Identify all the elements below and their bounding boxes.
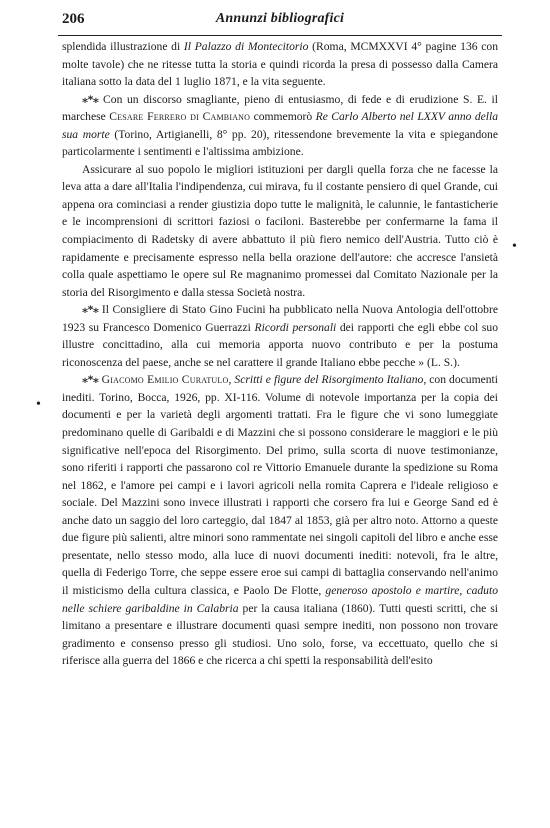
paragraph-carlo-alberto [62,91,498,161]
paragraph-text: per la causa italiana (1860). Tutti questi scritti, che si limitano a presentare e illustrare documenti quasi sempre inediti, non possono non trovare gradimento e consenso presso gli studiosi. Uno solo, forse, va eccettuato, quello che si riferisce alla guerra del 1866 e che ricerca a chi spetti la responsabilità dell'esito [62,601,498,668]
margin-mark: • [512,239,517,254]
paragraph-text: , [228,373,235,387]
header-rule [58,35,502,36]
asterism-mark: ⁎*⁎ [82,303,99,317]
page-number: 206 [62,11,85,27]
running-title: Annunzi bibliografici [215,11,345,26]
paragraph-curatulo [62,371,498,669]
author-name: Cesare Ferrero di Cambiano [109,110,251,124]
paragraph-text: , con documenti inediti. Torino, Bocca, 1926, pp. XI-116. Volume di notevole importanza per la copia dei documenti e per la varietà degli argomenti trattati. Fra le figure che vi sono lumeggiate predominano quelle di Garibaldi e di Mazzini che si possono considerare le maggiori e le più significative nell'epoca del Risorgimento. Del primo, sulla scorta di nuove testimonianze, sono riferiti i rapporti che passarono col re Vittorio Emanuele durante la spedizione su Roma nel 1862, e l'amore pei campi e i lavori agricoli nella romita Caprera e l'ideale religioso e sociale. Del Mazzini sono invece illustrati i rapporti che corsero fra lui e George Sand ed è anche dato un saggio del loro carteggio, dal 1847 al 1853, già per altro noto. Attorno a queste due figure più salienti, altre minori sono rammentate nei singoli capitoli del libro e anche esse presentate, nello stesso modo, alla luce di nuovi documenti inediti: notevoli, fra le altre, quella di Federigo Torre, che seppe essere eroe sui campi di battaglia conservando nell'animo il misticismo della cultura classica, e Paolo De Flotte, [62,373,498,597]
paragraph-palazzo-montecitorio [62,38,498,91]
paragraph-assicurare [62,161,498,301]
paragraph-text: Il Consigliere di Stato Gino Fucini ha pubblicato nella Nuova Antologia dell'ottobre 1923 su Francesco Domenico Guerrazzi [62,303,498,334]
quoted-phrase: generoso apostolo e martire, caduto nelle schiere garibaldine in Calabria [62,583,499,615]
paragraph-text: (Torino, Artigianelli, 8° pp. 20), ritessendone brevemente la vita e spiegandone particolarmente i sentimenti e l'altissima ambizione. [62,127,498,159]
asterism-mark: ⁎*⁎ [82,92,99,106]
paragraph-text: commemorò [250,110,316,124]
asterism-mark: ⁎*⁎ [82,373,99,387]
margin-mark: • [36,397,41,412]
book-title: Il Palazzo di Montecitorio [183,40,309,53]
paragraph-text: dei rapporti che egli ebbe col suo illustre concittadino, alla cui memoria apporta nuovo contributo e per la postuma riconoscenza del paese, anche se nel carattere il grande Italiano ebbe pecche » (L. S.). [62,320,498,369]
paragraph-text: Assicurare al suo popolo le migliori istituzioni per dargli quella forza che ne facesse la leva atta a dare all'Italia l'indipendenza, cui mirava, fu il costante pensiero di quel Grande, cui appena ora cominciasi a render giustizia dopo tutte le malignità, le calunnie, le fantasticherie e le incomprensioni di scrittori faziosi o faciloni. Basterebbe per confermarne la fama il compiacimento di Radetsky di avere abbattuto il più fiero nemico dell'Austria. Tutto ciò è rapidamente e precisamente espresso nella bella orazione dell'autore: che accresce l'ansietà colla quale aspettiamo le opere sul Re magnanimo promessei dal Comitato Nazionale per la storia del Risorgimento e dalla stessa Società nostra. [62,162,498,299]
page-header [62,10,498,32]
paragraph-text: (Roma, MCMXXVI 4° pagine 136 con molte tavole) che ne ritesse tutta la storia e quindi ricorda la presa di possesso dalla Camera italiana sotto la data del 1 luglio 1871, e la vita seguente. [62,40,499,89]
author-name: Giacomo Emilio Curatulo [98,373,229,387]
article-title: Ricordi personali [254,320,337,334]
paragraph-text: splendida illustrazione di [62,40,184,53]
book-title: Scritti e figure del Risorgimento Italiano [234,373,424,387]
page-body [62,38,498,670]
paragraph-text: Con un discorso smagliante, pieno di entusiasmo, di fede e di erudizione S. E. il marchese [62,92,498,124]
paragraph-fucini-guerrazzi [62,301,498,371]
book-title: Re Carlo Alberto nel LXXV anno della sua morte [62,110,499,141]
